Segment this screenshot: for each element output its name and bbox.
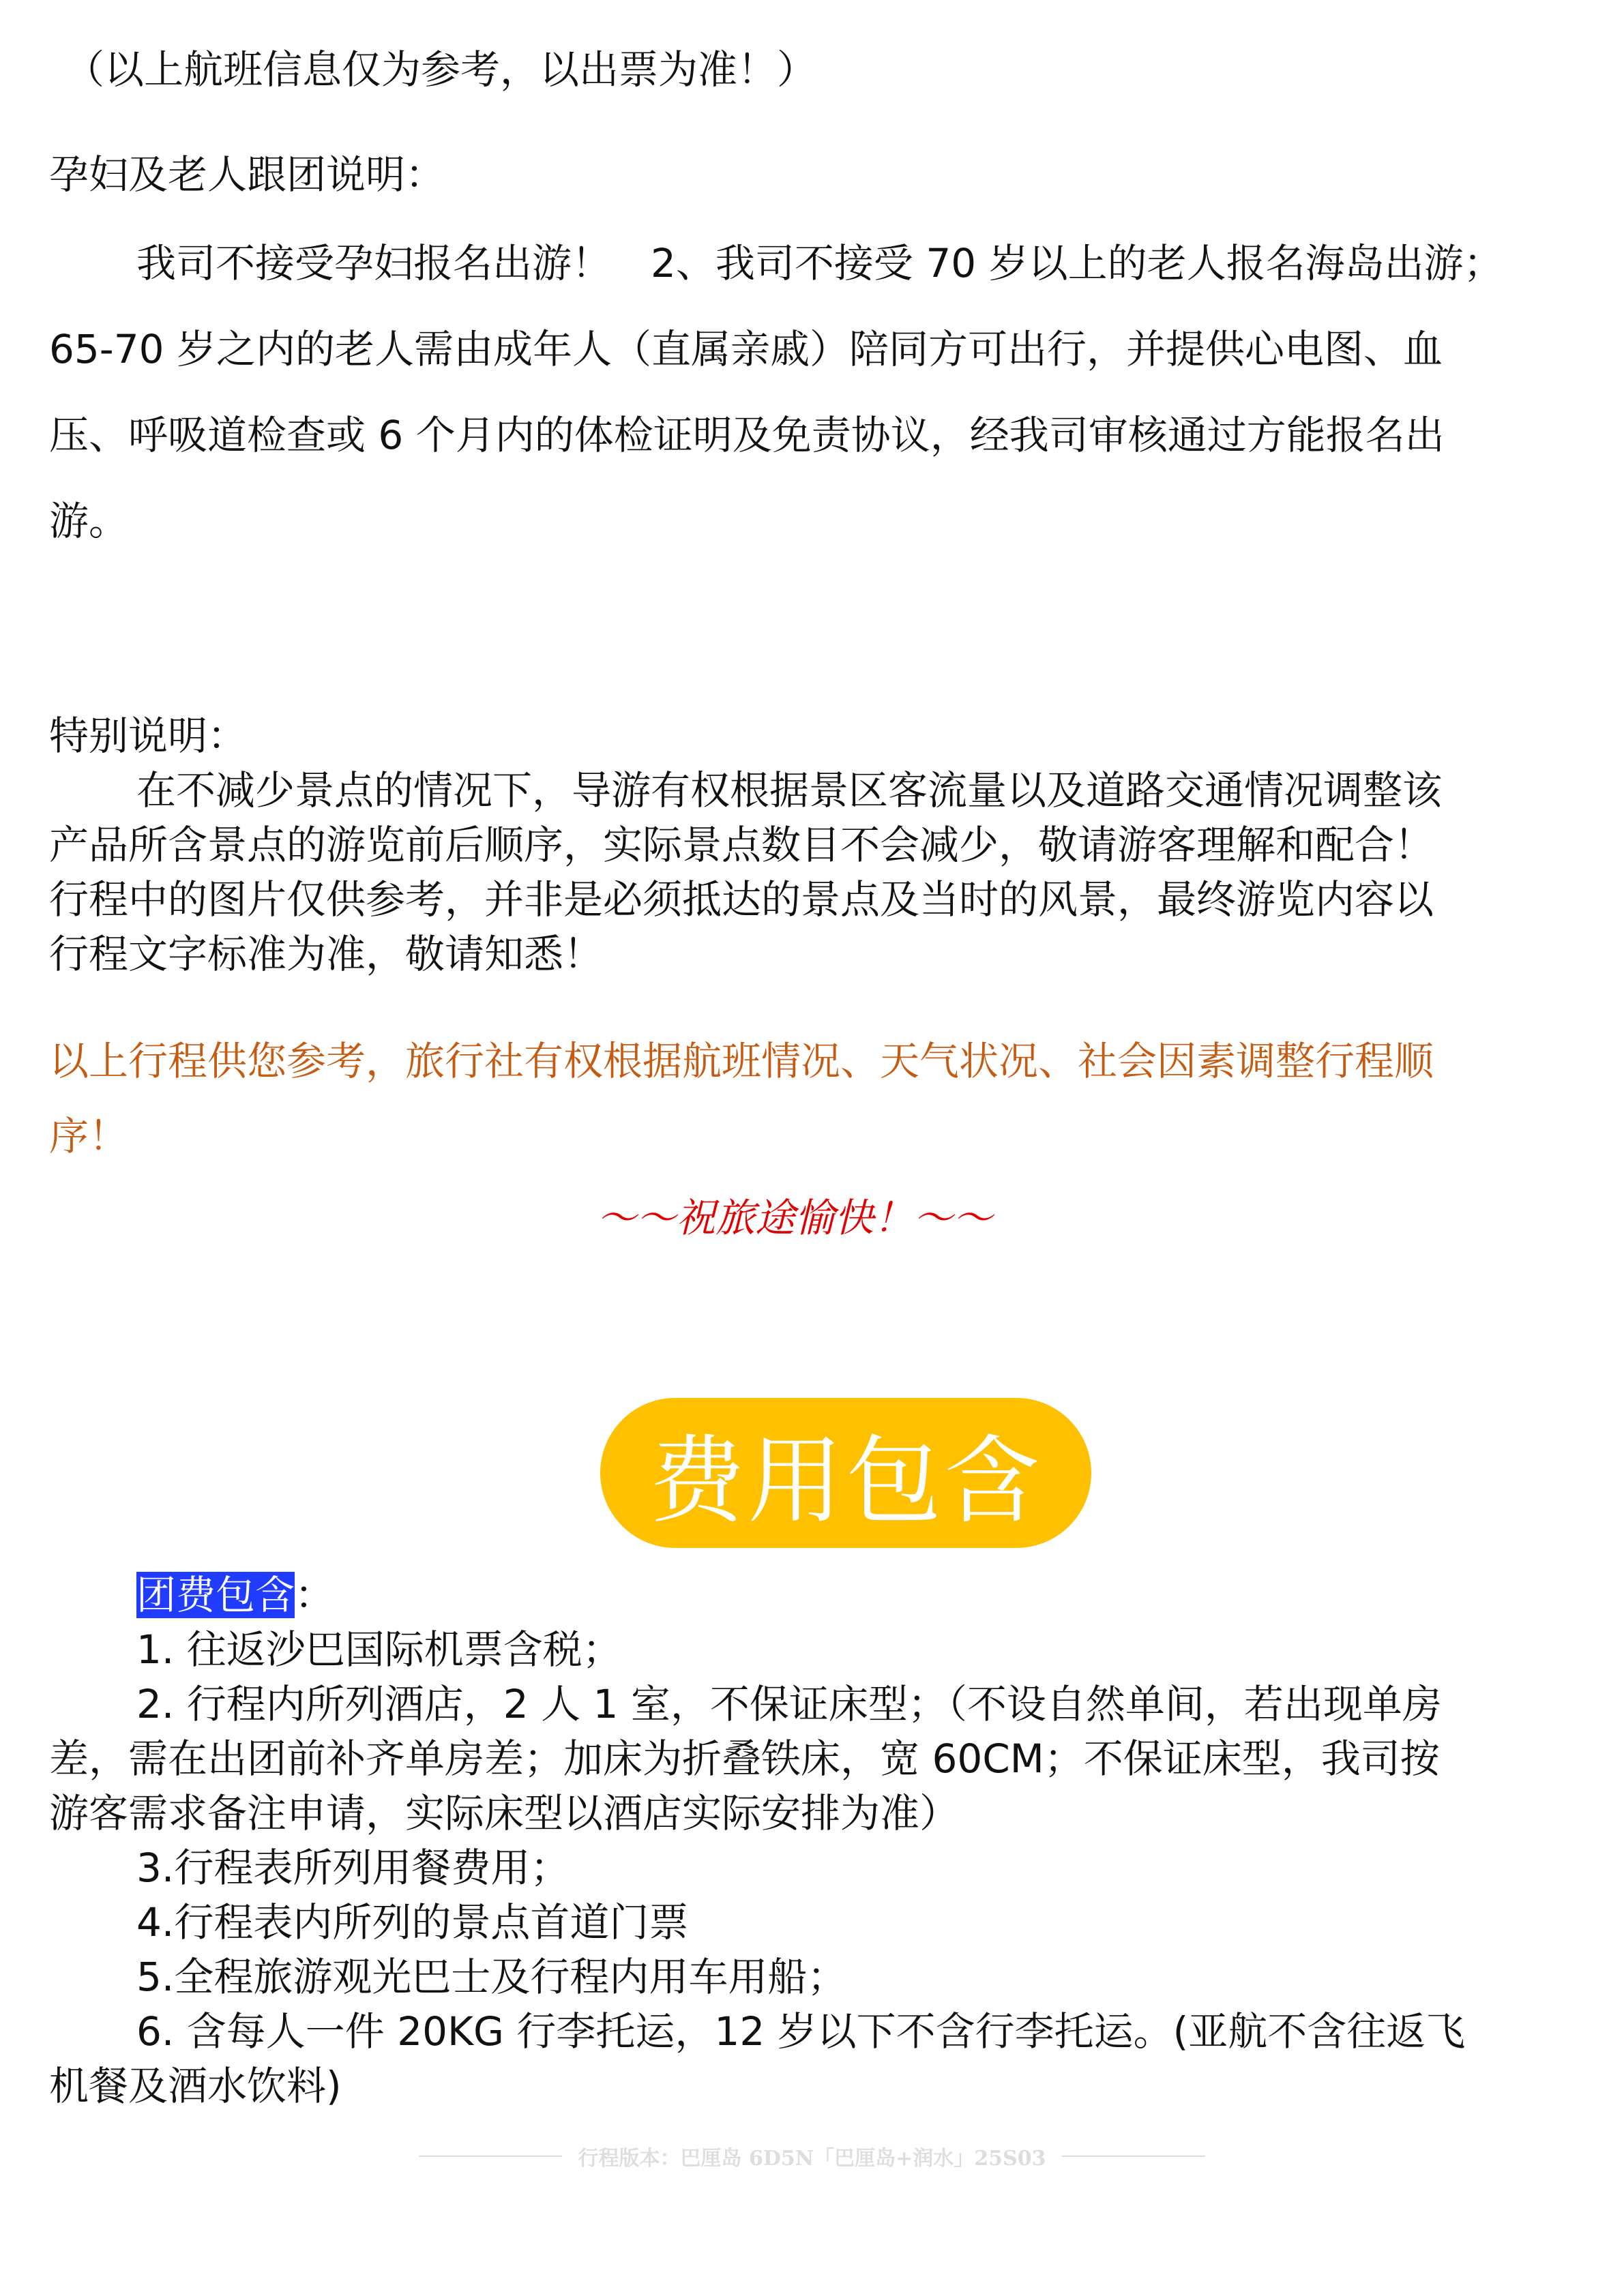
itinerary-version: 行程版本：巴厘岛 6D5N「巴厘岛+润水」25S03 — [578, 2147, 1046, 2171]
elderly-line-1: 我司不接受孕妇报名出游！ 2、我司不接受 70 岁以上的老人报名海岛出游； — [136, 240, 1503, 286]
included-heading-highlight: 团费包含 — [136, 1572, 295, 1618]
included-item-3: 3.行程表所列用餐费用； — [136, 1845, 570, 1891]
special-line-3: 行程中的图片仅供参考，并非是必须抵达的景点及当时的风景，最终游览内容以 — [49, 876, 1434, 923]
included-heading-colon: ： — [295, 1572, 335, 1618]
footer-rule-left — [419, 2156, 562, 2157]
special-line-2: 产品所含景点的游览前后顺序，实际景点数目不会减少，敬请游客理解和配合！ — [49, 822, 1434, 868]
included-item-6-cont: 机餐及酒水饮料) — [49, 2063, 342, 2109]
included-item-6: 6. 含每人一件 20KG 行李托运，12 岁以下不含行李托运。(亚航不含往返飞 — [136, 2008, 1466, 2055]
special-line-1: 在不减少景点的情况下，导游有权根据景区客流量以及道路交通情况调整该 — [136, 767, 1443, 814]
included-heading — [136, 1572, 334, 1620]
included-item-5: 5.全程旅游观光巴士及行程内用车用船； — [136, 1954, 847, 2000]
elderly-line-4: 游。 — [49, 498, 129, 544]
footer-rule-right — [1062, 2156, 1205, 2157]
included-item-1: 1. 往返沙巴国际机票含税； — [136, 1626, 622, 1673]
fee-included-badge-label: 费用包含 — [649, 1425, 1042, 1537]
flight-info-note: （以上航班信息仅为参考，以出票为准！） — [65, 46, 817, 93]
included-item-4: 4.行程表内所列的景点首道门票 — [136, 1899, 689, 1945]
elderly-line-3: 压、呼吸道检查或 6 个月内的体检证明及免责协议，经我司审核通过方能报名出 — [49, 412, 1445, 458]
elderly-line-2: 65-70 岁之内的老人需由成年人（直属亲戚）陪同方可出行，并提供心电图、血 — [49, 326, 1443, 372]
elderly-heading: 孕妇及老人跟团说明： — [49, 151, 445, 198]
included-item-2-cont-2: 游客需求备注申请，实际床型以酒店实际安排为准） — [49, 1790, 960, 1836]
included-item-2: 2. 行程内所列酒店，2 人 1 室，不保证床型；（不设自然单间，若出现单房 — [136, 1681, 1442, 1727]
included-item-2-cont-1: 差，需在出团前补齐单房差；加床为折叠铁床，宽 60CM；不保证床型，我司按 — [49, 1735, 1440, 1782]
version-footer — [0, 2141, 1624, 2171]
itinerary-notice-line-2: 序！ — [49, 1113, 129, 1159]
special-heading: 特别说明： — [49, 713, 248, 759]
fee-included-badge — [600, 1398, 1091, 1548]
special-line-4: 行程文字标准为准，敬请知悉！ — [49, 931, 604, 977]
itinerary-notice-line-1: 以上行程供您参考，旅行社有权根据航班情况、天气状况、社会因素调整行程顺 — [49, 1038, 1434, 1084]
bon-voyage-wish: ～～祝旅途愉快！～～ — [597, 1195, 993, 1241]
